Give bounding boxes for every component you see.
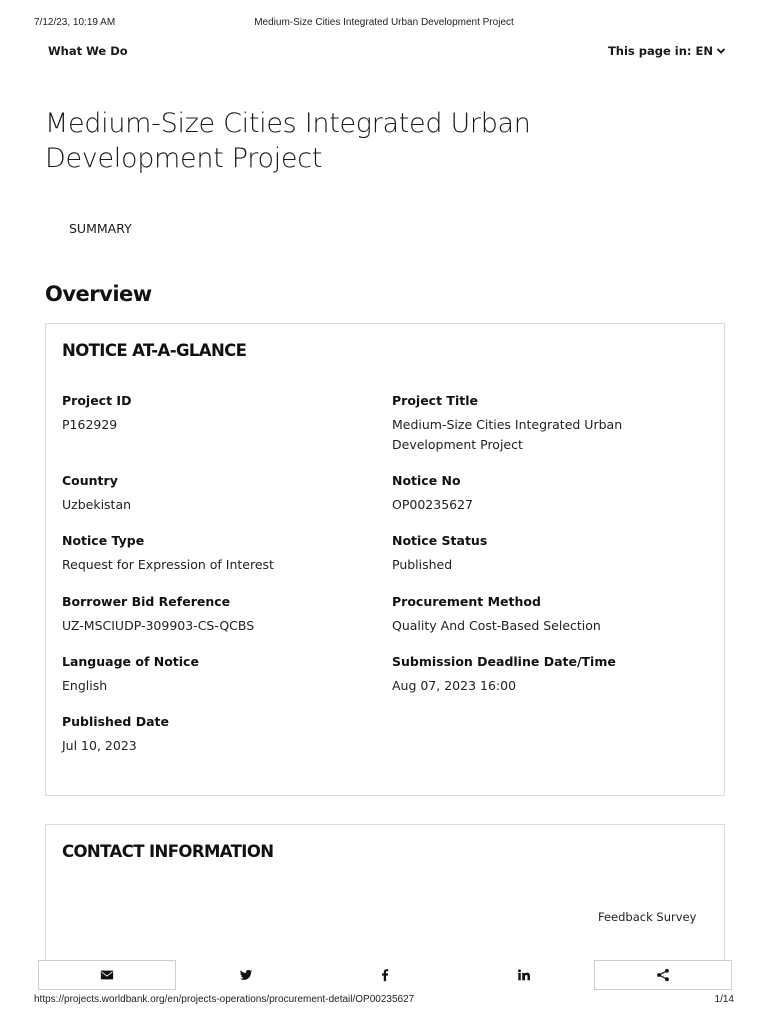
field-project-title [392, 393, 642, 455]
field-procurement-method [392, 594, 712, 636]
field-value: Uzbekistan [62, 497, 132, 512]
email-icon [100, 968, 114, 982]
page-title-line-2: Development Project [45, 143, 323, 174]
notice-at-a-glance-heading: NOTICE AT-A-GLANCE [62, 341, 247, 360]
twitter-icon [239, 968, 253, 982]
tab-summary[interactable]: SUMMARY [69, 221, 132, 236]
field-value: Quality And Cost-Based Selection [392, 618, 601, 633]
feedback-survey-link[interactable]: Feedback Survey [598, 910, 697, 924]
print-header [0, 17, 768, 31]
field-project-id [62, 393, 382, 435]
field-value: Request for Expression of Interest [62, 557, 274, 572]
field-label: Borrower Bid Reference [62, 594, 231, 609]
field-notice-status [392, 533, 712, 575]
print-doc-title: Medium-Size Cities Integrated Urban Development Project [254, 17, 514, 28]
field-label: Project ID [62, 393, 132, 408]
share-facebook-button[interactable] [316, 960, 454, 990]
field-value: Published [392, 557, 453, 572]
linkedin-icon [517, 968, 531, 982]
field-value: Medium-Size Cities Integrated Urban Development Project [392, 417, 623, 452]
field-notice-no [392, 473, 712, 515]
share-linkedin-button[interactable] [455, 960, 593, 990]
share-more-button[interactable] [594, 960, 732, 990]
field-label: Notice No [392, 473, 461, 488]
print-url: https://projects.worldbank.org/en/projects-operations/procurement-detail/OP00235627 [34, 994, 415, 1005]
field-value: P162929 [62, 417, 118, 432]
field-value: Aug 07, 2023 16:00 [392, 678, 517, 693]
print-datetime: 7/12/23, 10:19 AM [34, 17, 116, 28]
share-icon [656, 968, 670, 982]
field-label: Submission Deadline Date/Time [392, 654, 616, 669]
field-label: Notice Type [62, 533, 145, 548]
field-label: Published Date [62, 714, 169, 729]
language-selector[interactable] [608, 44, 726, 58]
share-email-button[interactable] [38, 960, 176, 990]
facebook-icon [378, 968, 392, 982]
field-label: Notice Status [392, 533, 488, 548]
field-label: Language of Notice [62, 654, 199, 669]
field-label: Procurement Method [392, 594, 541, 609]
page-title [45, 106, 685, 176]
contact-information-heading: CONTACT INFORMATION [62, 842, 274, 861]
field-value: English [62, 678, 108, 693]
field-label: Project Title [392, 393, 478, 408]
share-twitter-button[interactable] [177, 960, 315, 990]
chevron-down-icon [716, 46, 726, 56]
field-submission-deadline [392, 654, 712, 696]
share-bar [38, 960, 732, 990]
page-title-line-1: Medium-Size Cities Integrated Urban [45, 108, 531, 139]
top-navigation [48, 44, 726, 60]
field-published-date [62, 714, 382, 756]
print-footer [0, 994, 768, 1008]
field-label: Country [62, 473, 118, 488]
notice-at-a-glance-card [45, 323, 725, 796]
field-country [62, 473, 382, 515]
contact-information-card [45, 824, 725, 974]
field-borrower-bid-reference [62, 594, 382, 636]
field-language-of-notice [62, 654, 382, 696]
language-selector-label: This page in: EN [607, 44, 713, 58]
nav-what-we-do[interactable]: What We Do [48, 44, 128, 58]
field-value: UZ-MSCIUDP-309903-CS-QCBS [62, 618, 255, 633]
field-notice-type [62, 533, 382, 575]
field-value: OP00235627 [392, 497, 473, 512]
field-value: Jul 10, 2023 [62, 738, 137, 753]
overview-heading: Overview [45, 282, 152, 306]
print-page-count: 1/14 [714, 994, 734, 1005]
